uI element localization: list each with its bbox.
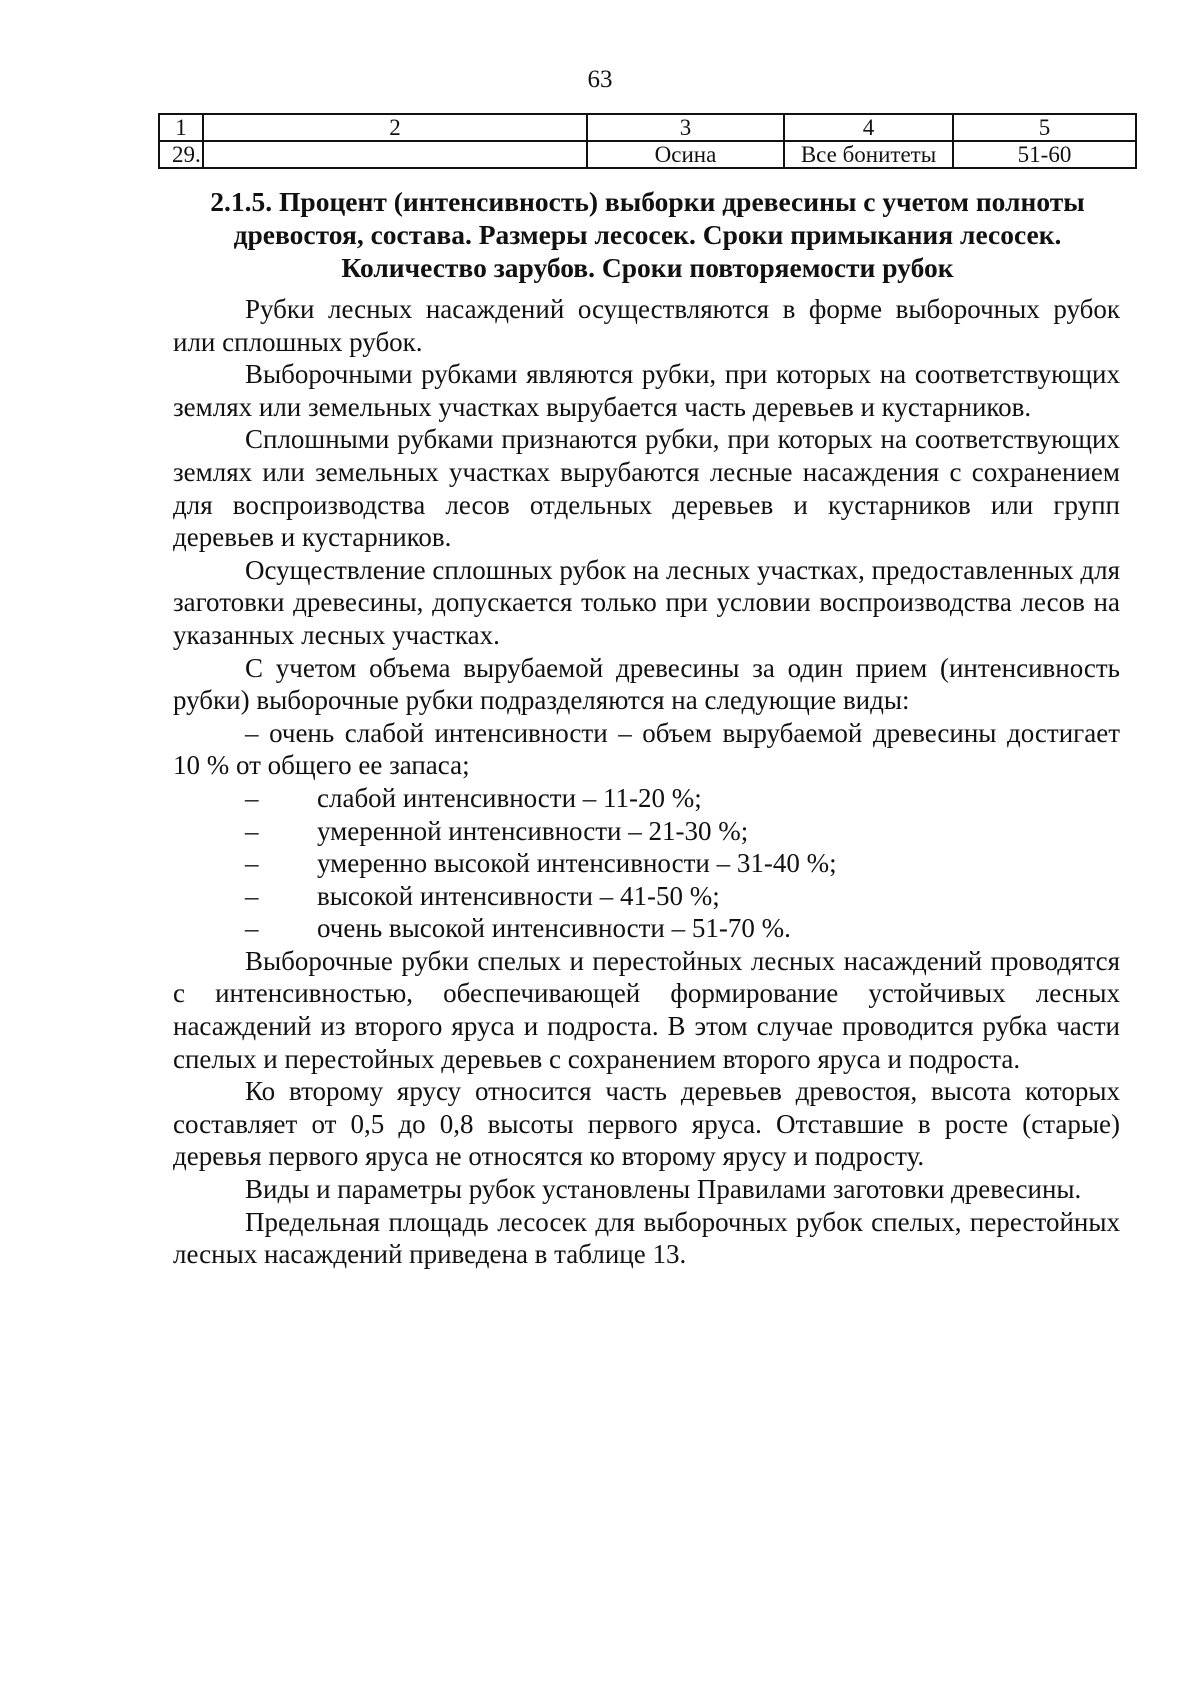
paragraph: Предельная площадь лесосек для выборочных рубок спелых, перестойных лесных насаждений приведена в таблице 13. bbox=[173, 1206, 1120, 1270]
heading-line: древостоя, состава. Размеры лесосек. Сроки примыкания лесосек. bbox=[233, 219, 1062, 250]
list-item bbox=[173, 880, 1120, 913]
list-item-text: очень высокой интенсивности – 51-70 %. bbox=[317, 913, 791, 944]
table-header-cell: 4 bbox=[784, 114, 953, 141]
table-cell-species: Осина bbox=[587, 141, 784, 168]
table-header-row bbox=[159, 114, 1136, 141]
list-item bbox=[173, 815, 1120, 848]
table-cell-bonitet: Все бонитеты bbox=[784, 141, 953, 168]
table-header-cell: 1 bbox=[159, 114, 203, 141]
table-header-cell: 2 bbox=[203, 114, 587, 141]
paragraph: С учетом объема вырубаемой древесины за один прием (интенсивность рубки) выборочные рубки подразделяются на следующие виды: bbox=[173, 652, 1120, 716]
table-cell bbox=[203, 141, 587, 168]
dash-marker: – bbox=[245, 913, 259, 944]
paragraph: Выборочные рубки спелых и перестойных лесных насаждений проводятся с интенсивностью, обеспечивающей формирование устойчивых лесных насаждений из второго яруса и подроста. В этом случае проводится рубка части спелых и перестойных деревьев с сохранением второго яруса и подроста. bbox=[173, 945, 1120, 1074]
list-item-text: слабой интенсивности – 11-20 %; bbox=[317, 782, 702, 813]
list-item-text: умеренно высокой интенсивности – 31-40 %; bbox=[317, 848, 837, 879]
table-row bbox=[159, 141, 1136, 168]
dash-marker: – bbox=[245, 815, 259, 846]
paragraph: Ко второму ярусу относится часть деревьев древостоя, высота которых составляет от 0,5 до 0,8 высоты первого яруса. Отставшие в росте (старые) деревья первого яруса не относятся ко второму ярусу и подросту. bbox=[173, 1076, 1120, 1172]
paragraph: Рубки лесных насаждений осуществляются в форме выборочных рубок или сплошных рубок. bbox=[173, 294, 1120, 357]
list-item-text: умеренной интенсивности – 21-30 %; bbox=[317, 815, 749, 846]
table-header-cell: 3 bbox=[587, 114, 784, 141]
table-cell-age: 51-60 bbox=[953, 141, 1136, 168]
dash-marker: – bbox=[245, 848, 259, 879]
table-cell-number: 29. bbox=[159, 141, 203, 168]
page-number: 63 bbox=[587, 66, 613, 93]
dash-marker: – bbox=[245, 782, 259, 813]
heading-line: Количество зарубов. Сроки повторяемости рубок bbox=[341, 252, 954, 283]
paragraph: Выборочными рубками являются рубки, при которых на соответствующих землях или земельных участках вырубается часть деревьев и кустарников. bbox=[173, 359, 1120, 422]
list-item-text: высокой интенсивности – 41-50 %; bbox=[317, 880, 720, 911]
table-header-cell: 5 bbox=[953, 114, 1136, 141]
list-item bbox=[173, 847, 1120, 880]
list-item: – очень слабой интенсивности – объем вырубаемой древесины достигает 10 % от общего ее запаса; bbox=[173, 717, 1120, 781]
list-item bbox=[173, 782, 1120, 815]
paragraph: Осуществление сплошных рубок на лесных участках, предоставленных для заготовки древесины, допускается только при условии воспроизводства лесов на указанных лесных участках. bbox=[173, 554, 1120, 650]
dash-marker: – bbox=[245, 880, 259, 911]
section-heading bbox=[160, 185, 1135, 284]
body-text bbox=[173, 293, 1120, 1271]
paragraph: Сплошными рубками признаются рубки, при которых на соответствующих землях или земельных участках вырубаются лесные насаждения с сохранением для воспроизводства лесов отдельных деревьев и кустарников или групп деревьев и кустарников. bbox=[173, 424, 1120, 553]
list-item bbox=[173, 912, 1120, 945]
paragraph: Виды и параметры рубок установлены Правилами заготовки древесины. bbox=[245, 1174, 1082, 1205]
heading-line: 2.1.5. Процент (интенсивность) выборки древесины с учетом полноты bbox=[210, 186, 1085, 217]
continuation-table bbox=[158, 113, 1137, 169]
